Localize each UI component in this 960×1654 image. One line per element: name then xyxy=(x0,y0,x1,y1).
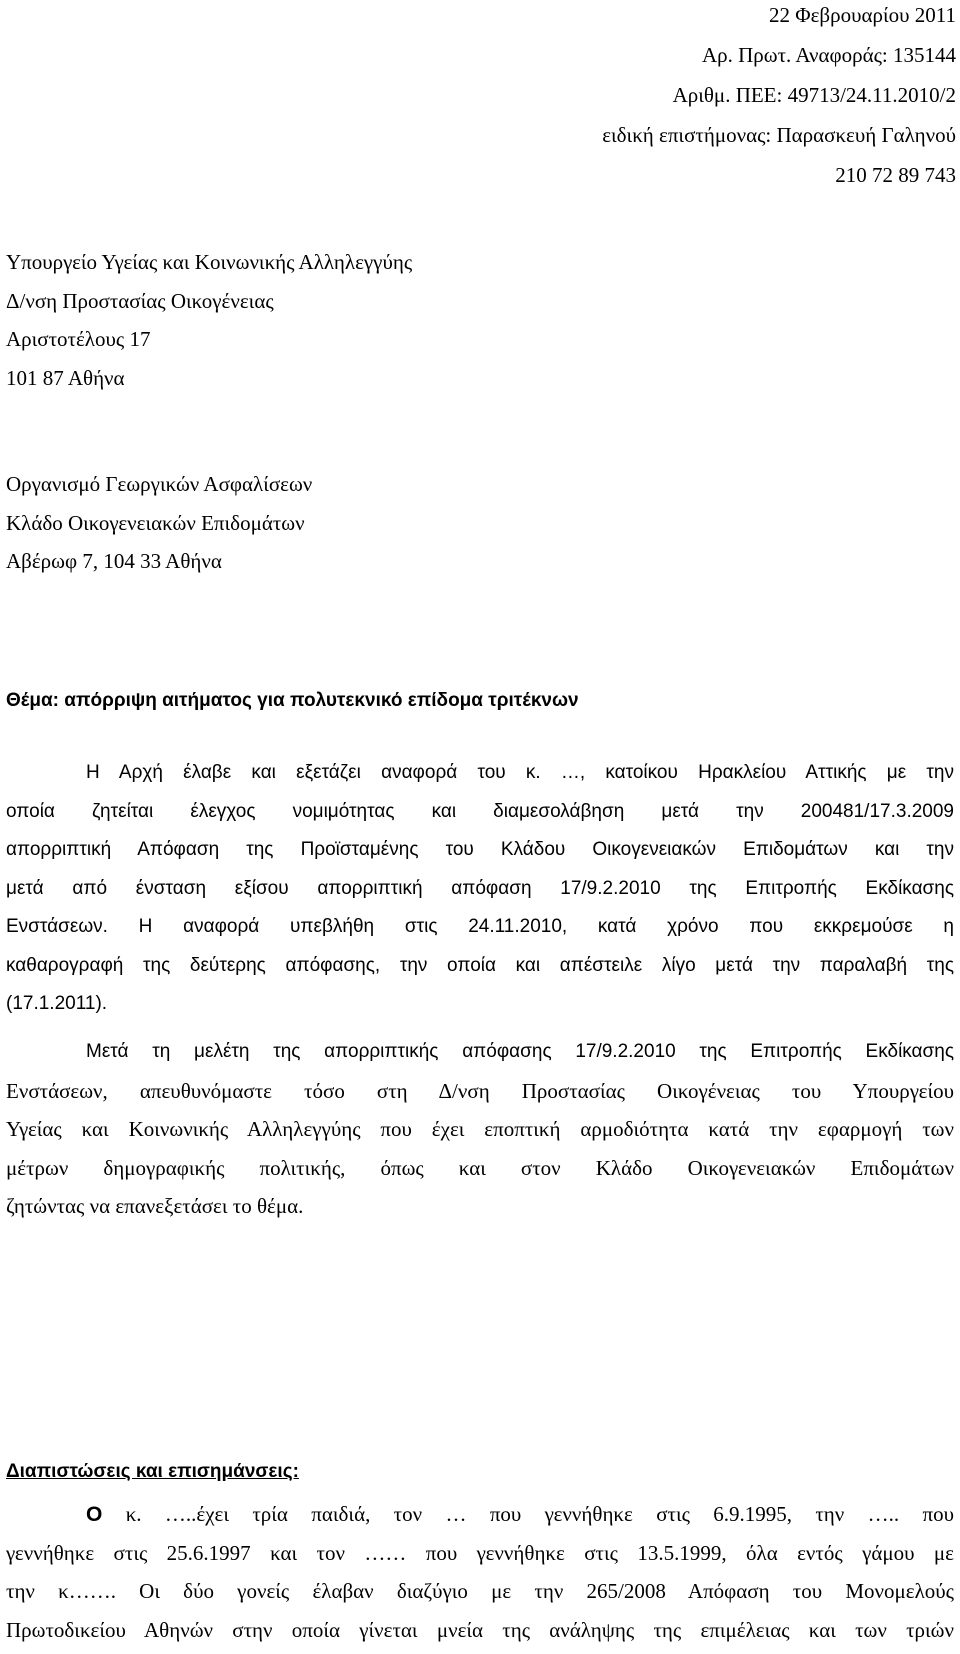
paragraph-line: Υγείας και Κοινωνικής Αλληλεγγύης που έχει εποπτική αρμοδιότητα κατά την εφαρμογή των xyxy=(6,1115,954,1154)
findings-heading: Διαπιστώσεις και επισημάνσεις: xyxy=(6,1459,299,1485)
recipient-ministry xyxy=(6,248,412,403)
paragraph-intro xyxy=(6,759,954,1029)
paragraph-line: (17.1.2011). xyxy=(6,990,954,1029)
protocol-reference: Αρ. Πρωτ. Αναφοράς: 135144 xyxy=(602,40,956,80)
specialist-name: ειδική επιστήμονας: Παρασκευή Γαληνού xyxy=(602,120,956,160)
paragraph-line: Ενστάσεων, απευθυνόμαστε τόσο στη Δ/νση Προστασίας Οικογένειας του Υπουργείου xyxy=(6,1077,954,1116)
paragraph-line: Πρωτοδικείου Αθηνών στην οποία γίνεται μνεία της ανάληψης της επιμέλειας και των τριών xyxy=(6,1616,954,1654)
paragraph-action xyxy=(6,1038,954,1231)
paragraph-line: Ενστάσεων. Η αναφορά υπεβλήθη στις 24.11.2010, κατά χρόνο που εκκρεμούσε η xyxy=(6,913,954,952)
contact-phone: 210 72 89 743 xyxy=(602,160,956,200)
recipient-line: Οργανισμό Γεωργικών Ασφαλίσεων xyxy=(6,470,312,509)
paragraph-line xyxy=(6,1500,954,1539)
paragraph-line: απορριπτική Απόφαση της Προϊσταμένης του Κλάδου Οικογενειακών Επιδομάτων και την xyxy=(6,836,954,875)
paragraph-findings xyxy=(6,1500,954,1654)
letter-date: 22 Φεβρουαρίου 2011 xyxy=(602,0,956,40)
paragraph-line: Η Αρχή έλαβε και εξετάζει αναφορά του κ. …, κατοίκου Ηρακλείου Αττικής με την xyxy=(6,759,954,798)
recipient-line: Δ/νση Προστασίας Οικογένειας xyxy=(6,287,412,326)
paragraph-line: Μετά τη μελέτη της απορριπτικής απόφασης 17/9.2.2010 της Επιτροπής Εκδίκασης xyxy=(6,1038,954,1077)
pee-reference: Αριθμ. ΠΕΕ: 49713/24.11.2010/2 xyxy=(602,80,956,120)
recipient-line: Αριστοτέλους 17 xyxy=(6,325,412,364)
recipient-line: Αβέρωφ 7, 104 33 Αθήνα xyxy=(6,547,312,586)
recipient-oga xyxy=(6,470,312,586)
paragraph-line: οποία ζητείται έλεγχος νομιμότητας και διαμεσολάβηση μετά την 200481/17.3.2009 xyxy=(6,798,954,837)
paragraph-line: μετά από ένσταση εξίσου απορριπτική απόφαση 17/9.2.2010 της Επιτροπής Εκδίκασης xyxy=(6,875,954,914)
recipient-line: 101 87 Αθήνα xyxy=(6,364,412,403)
paragraph-line: μέτρων δημογραφικής πολιτικής, όπως και στον Κλάδο Οικογενειακών Επιδομάτων xyxy=(6,1154,954,1193)
letter-header xyxy=(602,0,956,200)
paragraph-line: ζητώντας να επανεξετάσει το θέμα. xyxy=(6,1192,954,1231)
subject-line: Θέμα: απόρριψη αιτήματος για πολυτεκνικό επίδομα τριτέκνων xyxy=(6,688,579,714)
recipient-line: Υπουργείο Υγείας και Κοινωνικής Αλληλεγγύης xyxy=(6,248,412,287)
paragraph-line: γεννήθηκε στις 25.6.1997 και τον …… που γεννήθηκε στις 13.5.1999, όλα εντός γάμου με xyxy=(6,1539,954,1578)
recipient-line: Κλάδο Οικογενειακών Επιδομάτων xyxy=(6,509,312,548)
paragraph-line: καθαρογραφή της δεύτερης απόφασης, την οποία και απέστειλε λίγο μετά την παραλαβή της xyxy=(6,952,954,991)
paragraph-line: την κ……. Οι δύο γονείς έλαβαν διαζύγιο με την 265/2008 Απόφαση του Μονομελούς xyxy=(6,1577,954,1616)
paragraph-line-text: κ. …..έχει τρία παιδιά, τον … που γεννήθηκε στις 6.9.1995, την ….. που xyxy=(126,1502,954,1526)
bold-initial: Ο xyxy=(86,1503,102,1526)
